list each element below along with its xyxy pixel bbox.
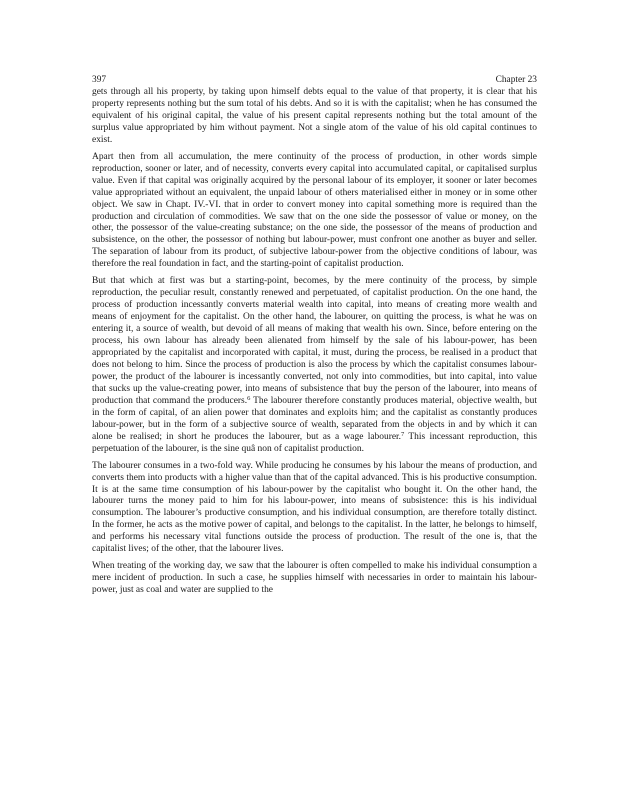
paragraph: Apart then from all accumulation, the mere continuity of the process of production, in other words simple reproduction, sooner or later, and of necessity, converts every capital into accumulated capital, or capitalised surplus value. Even if that capital was originally acquired by the personal labour of its employer, it sooner or later becomes value appropriated without an equivalent, the unpaid labour of others materialised either in money or in some other object. We saw in Chapt. IV.-VI. that in order to convert money into capital something more is required than the production and circulation of commodities. We saw that on the one side the possessor of value or money, on the other, the possessor of the value-creating substance; on the one side, the possessor of the means of production and subsistence, on the other, the possessor of nothing but labour-power, must confront one another as buyer and seller. The separation of labour from its product, of subjective labour-power from the objective conditions of labour, was therefore the real foundation in fact, and the starting-point of capitalist production. [92, 151, 537, 270]
paragraph: gets through all his property, by taking upon himself debts equal to the value of that property, it is clear that his property represents nothing but the sum total of his debts. And so it is with the capitalist; when he has consumed the equivalent of his original capital, the value of his present capital represents nothing but the total amount of the surplus value appropriated by him without payment. Not a single atom of the value of his old capital continues to exist. [92, 87, 537, 145]
body-text [92, 87, 537, 602]
footnote-marker[interactable]: 6 [247, 394, 251, 402]
paragraph: When treating of the working day, we saw that the labourer is often compelled to make his individual consumption a mere incident of production. In such a case, he supplies himself with necessaries in order to maintain his labour-power, just as coal and water are supplied to the [92, 561, 537, 596]
paragraph-text: But that which at first was but a starting-point, becomes, by the mere continuity of the process, by simple reproduction, the peculiar result, constantly renewed and perpetuated, of capitalist production. On the one hand, the process of production incessantly converts material wealth into capital, into means of creating more wealth and means of enjoyment for the capitalist. On the other hand, the labourer, on quitting the process, is what he was on entering it, a source of wealth, but devoid of all means of making that wealth his own. Since, before entering on the process, his own labour has already been alienated from himself by the sale of his labour-power, has been appropriated by the capitalist and incorporated with capital, it must, during the process, be realised in a product that does not belong to him. Since the process of production is also the process by which the capitalist consumes labour-power, the product of the labourer is incessantly converted, not only into commodities, but into capital, into value that sucks up the value-creating power, into means of subsistence that buy the person of the labourer, into means of production that command the producers. [92, 276, 537, 406]
paragraph: The labourer consumes in a two-fold way. While producing he consumes by his labour the means of production, and converts them into products with a higher value than that of the capital advanced. This is his productive consumption. It is at the same time consumption of his labour-power by the capitalist who bought it. On the other hand, the labourer turns the money paid to him for his labour-power, into means of subsistence: this is his individual consumption. The labourer’s productive consumption, and his individual consumption, are therefore totally distinct. In the former, he acts as the motive power of capital, and belongs to the capitalist. In the latter, he belongs to himself, and performs his necessary vital functions outside the process of production. The result of the one is, that the capitalist lives; of the other, that the labourer lives. [92, 460, 537, 555]
paragraph-text: The labourer therefore constantly produces material, objective wealth, but in the form of capital, of an alien power that dominates and exploits him; and the capitalist as constantly produces labour-power, but in the form of a subjective source of wealth, separated from the objects in and by which it can alone be realised; in short he produces the labourer, but as a wage labourer. [92, 395, 537, 442]
footnote-marker[interactable]: 7 [401, 430, 405, 438]
chapter-label: Chapter 23 [495, 75, 537, 85]
page-number: 397 [92, 75, 107, 85]
paragraph [92, 276, 537, 455]
paragraph-text: This incessant reproduction, this perpetuation of the labourer, is the sine quâ non of capitalist production. [92, 431, 537, 454]
